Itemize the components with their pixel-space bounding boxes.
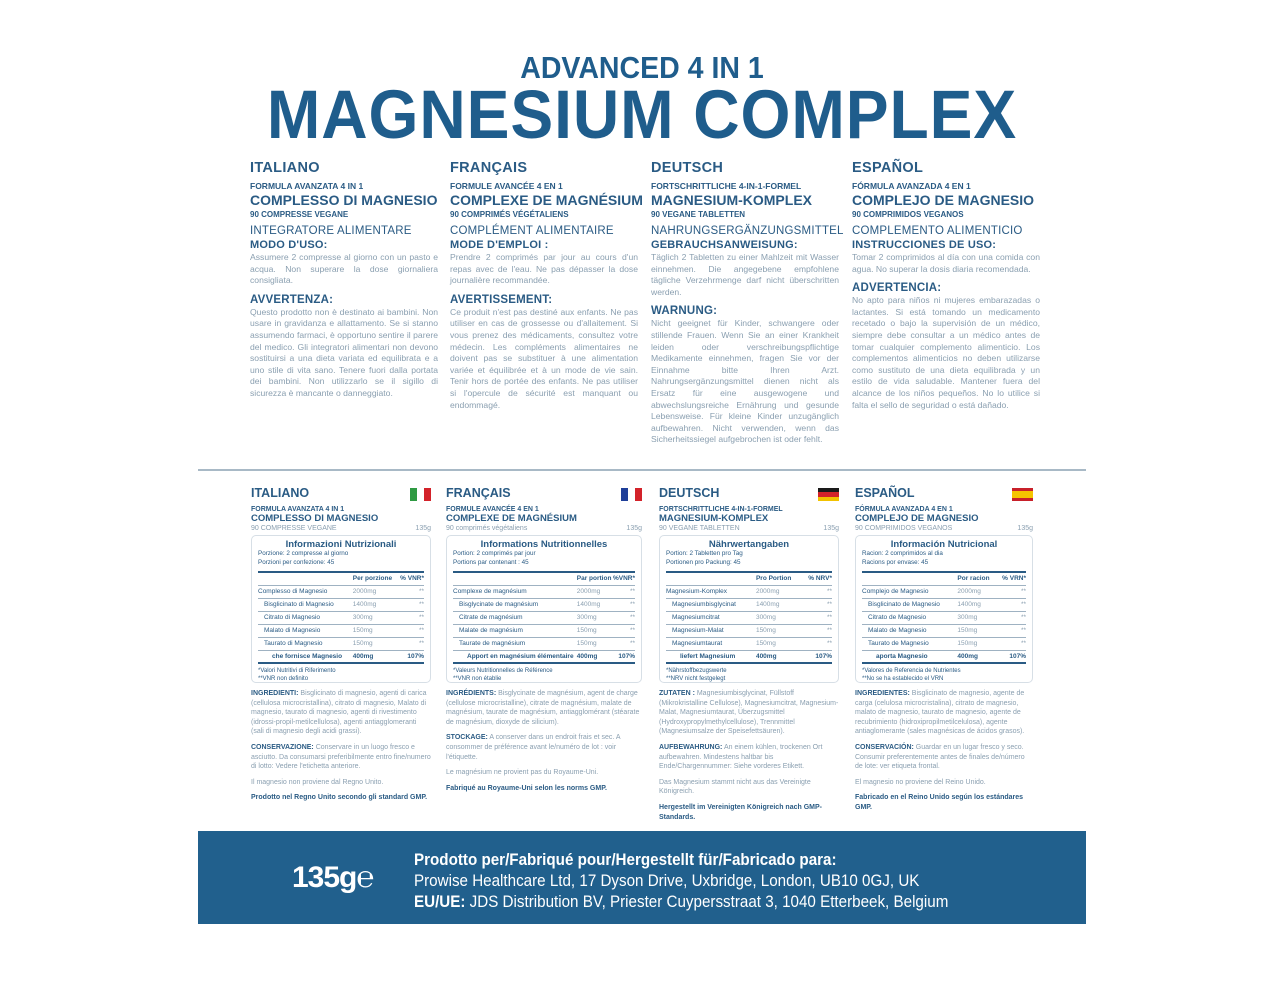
nutrient-percent: ** (801, 585, 832, 598)
product-name: MAGNESIUM-KOMPLEX (659, 513, 769, 524)
nutrient-name: Complesso di Magnesio (258, 585, 353, 598)
footnote-1: *Valori Nutritivi di Riferimento (258, 668, 336, 674)
storage-text: A conserver dans un endroit frais et sec. A consommer de préférence avant le/numéro de lot : voir l'étiquette. (446, 734, 621, 761)
servings-per-pack: Portions par contenant : 45 (453, 558, 529, 566)
footnote-2: **VNR non definito (258, 676, 309, 682)
table-header (862, 572, 1026, 585)
section-divider (198, 469, 1086, 471)
usage-title: MODO D'USO: (250, 239, 328, 251)
storage (251, 743, 431, 772)
nutrient-amount: 150mg (756, 637, 802, 650)
footnote-2: **NRV nicht festgelegt (666, 676, 726, 682)
supplement-label: INTEGRATORE ALIMENTARE (250, 225, 412, 237)
tablet-count: 90 COMPRIMIDOS VEGANOS (852, 210, 964, 219)
ingredients-label: INGREDIENTES: (855, 690, 910, 697)
product-name: COMPLEXE DE MAGNÉSIUM (450, 192, 643, 208)
storage (659, 743, 839, 772)
storage (446, 733, 642, 762)
language-heading: DEUTSCH (651, 160, 724, 176)
net-weight: 135g℮ (292, 861, 374, 894)
nutrition-row (862, 598, 1026, 611)
eu-address (414, 892, 948, 913)
nutrient-name: Magnesium-Malat (666, 624, 756, 637)
ingredients-label: ZUTATEN : (659, 690, 695, 697)
product-name: MAGNESIUM-KOMPLEX (651, 192, 812, 208)
nutrient-amount: 400mg (577, 650, 613, 663)
tablet-row (446, 525, 642, 532)
footnote-2: **No se ha establecido el VRN (862, 676, 944, 682)
warning-text: No apto para niños ni mujeres embarazadas o lactantes. Si está tomando un medicamento recetado o bajo la supervisión de un médico, siempre debe consultar a un médico antes de tomar cualquier complemento alimenticio. Los complementos alimenticios no deben utilizarse como sustituto de una dieta equilibrada y un estilo de vida saludable. Mantener fuera del alcance de los niños pequeños. No lo utilice si falta el sello de seguridad o está dañado. (852, 295, 1040, 410)
tablet-count: 90 VEGANE TABLETTEN (659, 525, 740, 532)
warning-text: Ce produit n'est pas destiné aux enfants. Ne pas utiliser en cas de grossesse ou d'allaitement. Si vous prenez des médicaments, consultez votre médecin. Les compléments alimentaires ne doivent pas se substituer à une alimentation variée et équilibrée et à un mode de vie sain. Tenir hors de portée des enfants. Ne pas utiliser si l'opercule de sécurité est manquant ou endommagé. (450, 306, 638, 410)
storage-label: CONSERVAZIONE: (251, 743, 314, 751)
nutrient-amount: 400mg (756, 650, 802, 663)
usage-text: Prendre 2 comprimés par jour au cours d'un repas avec de l'eau. Ne pas dépasser la dose journalière recommandée. (450, 252, 638, 286)
table-header (453, 572, 635, 585)
uk-address: Prowise Healthcare Ltd, 17 Dyson Drive, Uxbridge, London, UB10 0GJ, UK (414, 872, 920, 890)
nutrient-name: Bisglicinato de Magnesio (862, 598, 957, 611)
nutrition-table (453, 571, 635, 664)
formula-label: FORMULA AVANZATA 4 IN 1 (251, 506, 345, 513)
nutrient-amount: 300mg (353, 611, 397, 624)
language-heading: ITALIANO (251, 486, 310, 500)
nutrition-row (258, 650, 424, 663)
formula-label: FORTSCHRITTLICHE 4-IN-1-FORMEL (651, 181, 802, 191)
usage-title: INSTRUCCIONES DE USO: (852, 239, 997, 251)
warning-title: WARNUNG: (651, 305, 718, 318)
nutrient-percent: ** (397, 585, 424, 598)
weight: 135g (415, 525, 431, 532)
ingredients (446, 689, 642, 727)
warning-text: Questo prodotto non è destinato ai bambini. Non usare in gravidanza e allattamento. Se si stanno assumendo farmaci, è opportuno sentire il parere del medico. Gli integratori alimentari non devono sostituirsi a una dieta variata ed equilibrata e a uno stile di vita sano. Tenere fuori dalla portata dei bambini. Non utilizzarlo se il sigillo di sicurezza è mancante o danneggiato. (250, 306, 438, 398)
table-header (666, 572, 832, 585)
footnote-2: **VNR non établie (453, 676, 502, 682)
storage (855, 743, 1033, 772)
nutrient-name: Citrato di Magnesio (258, 611, 353, 624)
nutrient-amount: 2000mg (353, 585, 397, 598)
formula-label: FÓRMULA AVANZADA 4 EN 1 (855, 506, 953, 513)
tablet-count: 90 VEGANE TABLETTEN (651, 210, 746, 219)
nutrition-row (258, 598, 424, 611)
product-name: COMPLEJO DE MAGNESIO (855, 513, 979, 524)
weight: 135g (626, 525, 642, 532)
flag-icon (1012, 488, 1033, 501)
origin-note: Il magnesio non proviene dal Regno Unito. (251, 778, 384, 786)
nutrient-name: Citrate de magnésium (453, 611, 577, 624)
nutrition-row (666, 598, 832, 611)
nutrient-percent: ** (801, 611, 832, 624)
nutrient-amount: 1400mg (957, 598, 996, 611)
nutrient-name: Taurate de magnésium (453, 637, 577, 650)
ingredients-text: Bisglicinato de magnesio, agente de carga (celulosa microcristalina), citrato de magnesio, malato de magnesio, taurato de magnesio, agente de recubrimiento (hidroxipropilmetilcelulosa), agente antiaglomerante (sales magnésicas de ácidos grasos). (855, 690, 1025, 736)
usage-text: Tomar 2 comprimidos al día con una comida con agua. No superar la dosis diaria recomendada. (852, 252, 1040, 274)
tablet-count: 90 COMPRESSE VEGANE (251, 525, 337, 532)
nutrition-row (666, 637, 832, 650)
usage-text: Täglich 2 Tabletten zu einer Mahlzeit mit Wasser einnehmen. Die angegebene empfohlene tägliche Verzehrmenge darf nicht überschritten werden. (651, 252, 839, 297)
nutrient-amount: 300mg (957, 611, 996, 624)
nutrient-name: che fornisce Magnesio (258, 650, 353, 663)
col-per-serving: Pro Portion (756, 572, 802, 585)
nutrient-percent: ** (801, 598, 832, 611)
manufacture-note: Fabriqué au Royaume-Uni selon les norms GMP. (446, 784, 607, 792)
serving-size: Racion: 2 comprimidos al dia (862, 550, 943, 557)
nutrient-amount: 400mg (353, 650, 397, 663)
nutrient-percent: ** (612, 624, 635, 637)
col-percent: % VRN* (997, 572, 1026, 585)
nutrient-amount: 150mg (353, 624, 397, 637)
nutrient-percent: ** (801, 624, 832, 637)
usage-title: GEBRAUCHSANWEISUNG: (651, 239, 798, 251)
nutrition-row (453, 585, 635, 598)
nutrient-amount: 150mg (577, 624, 613, 637)
nutrient-amount: 150mg (577, 637, 613, 650)
storage-text: An einem kühlen, trockenen Ort aufbewahren. Mindestens haltbar bis Ende/Chargennummer: Siehe vorderes Etikett. (659, 743, 823, 771)
storage-label: STOCKAGE: (446, 734, 488, 742)
table-header (258, 572, 424, 585)
product-name: COMPLESSO DI MAGNESIO (251, 513, 379, 524)
nutrition-panel (446, 535, 642, 683)
nutrient-name: Magnesiumtaurat (666, 637, 756, 650)
nutrient-name: Taurato de Magnesio (862, 637, 957, 650)
nutrition-row (258, 637, 424, 650)
product-name: COMPLEJO DE MAGNESIO (852, 192, 1035, 208)
formula-label: FÓRMULA AVANZADA 4 EN 1 (852, 181, 971, 191)
bottom-column-français (446, 486, 642, 793)
nutrition-row (666, 585, 832, 598)
nutrient-amount: 1400mg (756, 598, 802, 611)
supplement-label: NAHRUNGSERGÄNZUNGSMITTEL (651, 225, 844, 237)
nutrition-row (453, 624, 635, 637)
nutrient-amount: 150mg (957, 637, 996, 650)
nutrient-percent: ** (397, 611, 424, 624)
product-name: COMPLESSO DI MAGNESIO (250, 192, 438, 208)
serving-size: Portion: 2 comprimés par jour (453, 550, 536, 557)
origin-note: Das Magnesium stammt nicht aus das Vereinigte Königreich. (659, 778, 811, 796)
flag-icon (818, 488, 839, 501)
nutrition-table (666, 571, 832, 664)
nutrient-amount: 150mg (756, 624, 802, 637)
nutrition-panel (251, 535, 431, 683)
col-percent: % NRV* (801, 572, 832, 585)
language-heading: ESPAÑOL (852, 160, 924, 176)
ingredients (251, 689, 431, 737)
ingredients-label: INGREDIENTI: (251, 690, 299, 697)
tablet-count: 90 COMPRIMIDOS VEGANOS (855, 525, 953, 532)
nutrient-name: Magnesiumbisglycinat (666, 598, 756, 611)
col-percent: % VNR* (397, 572, 424, 585)
tablet-count: 90 comprimés végétaliens (446, 525, 528, 532)
top-column-italian (250, 160, 438, 400)
nutrient-percent: ** (997, 598, 1026, 611)
weight: 135g (823, 525, 839, 532)
manufacture-note: Prodotto nel Regno Unito secondo gli standard GMP. (251, 794, 428, 802)
nutrition-row (862, 637, 1026, 650)
product-name: COMPLEXE DE MAGNÉSIUM (446, 513, 577, 524)
top-column-german (651, 160, 844, 446)
nutrition-title: Nährwertangaben (708, 539, 790, 550)
usage-title: MODE D'EMPLOI : (450, 239, 549, 251)
nutrition-row (258, 611, 424, 624)
language-heading: ESPAÑOL (855, 486, 915, 500)
nutrient-percent: ** (997, 637, 1026, 650)
warning-title: ADVERTENCIA: (852, 282, 942, 295)
supplement-label: COMPLÉMENT ALIMENTAIRE (450, 225, 614, 237)
tablet-row (251, 525, 431, 532)
nutrition-row (453, 611, 635, 624)
serving-size: Porzione: 2 compresse al giorno (258, 550, 349, 557)
nutrient-amount: 1400mg (353, 598, 397, 611)
subtitle: ADVANCED 4 IN 1 (520, 50, 764, 85)
nutrition-row (862, 624, 1026, 637)
nutrient-name: Malato di Magnesio (258, 624, 353, 637)
nutrient-percent: ** (612, 585, 635, 598)
origin-note: Le magnésium ne provient pas du Royaume-Uni. (446, 769, 599, 777)
nutrition-row (666, 624, 832, 637)
nutrition-row (862, 650, 1026, 663)
language-heading: FRANÇAIS (446, 486, 511, 500)
language-heading: DEUTSCH (659, 486, 720, 500)
bottom-column-italiano (251, 486, 431, 803)
manufacture-note: Hergestellt im Vereinigten Königreich nach GMP-Standards. (659, 803, 822, 821)
flag-icon (410, 488, 431, 501)
ingredients-text: Bisglycinate de magnésium, agent de charge (cellulose microcristalline), citrate de magnésium, malate de magnésium, taurate de magnésium, antiagglomérant (stéarate de magnésium, dioxyde de silicium). (446, 690, 640, 726)
servings-per-pack: Portionen pro Packung: 45 (666, 558, 741, 566)
nutrient-name: Complexe de magnésium (453, 585, 577, 598)
directions-section (250, 160, 1050, 465)
flag-icon (621, 488, 642, 501)
footnote-1: *Valores de Referencia de Nutrientes (862, 668, 961, 674)
nutrition-title: Informazioni Nutrizionali (285, 539, 397, 550)
nutrient-name: Magnesiumcitrat (666, 611, 756, 624)
nutrient-amount: 1400mg (577, 598, 613, 611)
warning-text: Nicht geeignet für Kinder, schwangere oder stillende Frauen. Wenn Sie an einer Krankheit leiden oder verschreibungspflichtige Medikamente einnehmen, fragen Sie vor der Einnahme bitte Ihren Arzt. Nahrungsergänzungsmittel dienen nicht als Ersatz für eine ausgewogene und abwechslungsreiche Ernährung und gesunde Lebensweise. Für kleine Kinder unzugänglich aufbewahren. Nicht verwenden, wenn das Sicherheitssiegel aufgebrochen ist oder fehlt. (651, 318, 839, 445)
nutrient-name: Malato de Magnesio (862, 624, 957, 637)
nutrition-table (258, 571, 424, 664)
nutrient-percent: ** (397, 637, 424, 650)
warning-title: AVVERTENZA: (250, 293, 334, 306)
col-per-serving: Por racion (957, 572, 996, 585)
nutrient-percent: ** (997, 611, 1026, 624)
tablet-row (855, 525, 1033, 532)
tablet-count: 90 COMPRIMÉS VÉGÉTALIENS (450, 210, 569, 219)
tablet-row (659, 525, 839, 532)
eu-label: EU/UE: (414, 893, 466, 911)
nutrient-name: Malate de magnésium (453, 624, 577, 637)
nutrient-amount: 300mg (577, 611, 613, 624)
footnote-1: *Nährstoffbezugswerte (666, 668, 727, 674)
nutrient-amount: 2000mg (577, 585, 613, 598)
nutrient-percent: 107% (997, 650, 1026, 663)
nutrient-name: Magnesium-Komplex (666, 585, 756, 598)
nutrient-percent: ** (612, 611, 635, 624)
tablet-count: 90 COMPRESSE VEGANE (250, 210, 349, 219)
nutrition-panel (855, 535, 1033, 683)
formula-label: FORMULA AVANZATA 4 IN 1 (250, 181, 364, 191)
storage-label: AUFBEWAHRUNG: (659, 743, 723, 751)
nutrient-percent: ** (612, 637, 635, 650)
servings-per-pack: Racions por envase: 45 (862, 558, 929, 566)
weight: 135g (1017, 525, 1033, 532)
nutrition-row (453, 650, 635, 663)
nutrition-row (258, 585, 424, 598)
nutrition-title: Informations Nutritionnelles (480, 539, 608, 550)
nutrient-percent: 107% (397, 650, 424, 663)
nutrition-row (666, 650, 832, 663)
nutrient-percent: ** (397, 598, 424, 611)
nutrient-name: aporta Magnesio (862, 650, 957, 663)
nutrient-name: Taurato di Magnesio (258, 637, 353, 650)
col-per-serving: Per porzione (353, 572, 397, 585)
top-column-spanish (852, 160, 1040, 411)
col-percent: %VNR* (612, 572, 635, 585)
ingredients (659, 689, 839, 737)
bottom-column-deutsch (659, 486, 839, 822)
nutrient-amount: 300mg (756, 611, 802, 624)
nutrition-row (862, 611, 1026, 624)
nutrient-name: liefert Magnesium (666, 650, 756, 663)
nutrient-percent: 107% (801, 650, 832, 663)
bottom-column-español (855, 486, 1033, 813)
nutrient-name: Bisglicinato di Magnesio (258, 598, 353, 611)
nutrient-percent: 107% (612, 650, 635, 663)
formula-label: FORTSCHRITTLICHE 4-IN-1-FORMEL (659, 506, 783, 513)
language-heading: ITALIANO (250, 160, 320, 176)
nutrient-name: Apport en magnésium élémentaire (453, 650, 577, 663)
nutrition-title: Información Nutricional (890, 539, 998, 550)
formula-label: FORMULE AVANCÉE 4 EN 1 (450, 181, 563, 191)
usage-text: Assumere 2 compresse al giorno con un pasto e acqua. Non superare la dose giornaliera consigliata. (250, 252, 438, 286)
nutrient-amount: 150mg (353, 637, 397, 650)
language-heading: FRANÇAIS (450, 160, 528, 176)
origin-note: El magnesio no proviene del Reino Unido. (855, 778, 986, 786)
ingredients (855, 689, 1033, 737)
nutrient-amount: 2000mg (957, 585, 996, 598)
nutrient-name: Bisglycinate de magnésium (453, 598, 577, 611)
formula-label: FORMULE AVANCÉE 4 EN 1 (446, 506, 539, 513)
nutrition-panel (659, 535, 839, 683)
nutrient-percent: ** (397, 624, 424, 637)
serving-size: Portion: 2 Tabletten pro Tag (666, 550, 743, 557)
nutrient-amount: 2000mg (756, 585, 802, 598)
ingredients-text: Bisglicinato di magnesio, agenti di carica (cellulosa microcristallina), citrato di magnesio, Malato di magnesio, taurato di magnesio, agenti di rivestimento (idrossi-propil-metilcellulosa), agenti antiagglomeranti (sali di magnesio degli acidi grassi). (251, 690, 427, 736)
nutrient-percent: ** (997, 585, 1026, 598)
nutrient-amount: 150mg (957, 624, 996, 637)
nutrient-name: Citrato de Magnesio (862, 611, 957, 624)
storage-text: Guardar en un lugar fresco y seco. Consumir preferentemente antes de finales de/número de lote: ver etiqueta frontal. (855, 743, 1025, 771)
storage-label: CONSERVACIÓN: (855, 743, 914, 751)
supplement-label: COMPLEMENTO ALIMENTICIO (852, 225, 1023, 237)
warning-title: AVERTISSEMENT: (450, 293, 553, 306)
ingredients-label: INGRÉDIENTS: (446, 690, 497, 697)
nutrition-row (453, 637, 635, 650)
footnote-1: *Valeurs Nutritionnelles de Référence (453, 668, 553, 674)
nutrition-row (258, 624, 424, 637)
nutrient-percent: ** (997, 624, 1026, 637)
servings-per-pack: Porzioni per confezione: 45 (258, 558, 335, 566)
footer-banner (198, 831, 1086, 924)
eu-address-text: JDS Distribution BV, Priester Cuypersstraat 3, 1040 Etterbeek, Belgium (465, 893, 949, 911)
storage-text: Conservare in un luogo fresco e asciutto. Da consumarsi preferibilmente entro fine/numero di lotto: Vedere l'etichetta anteriore. (251, 743, 431, 771)
manufacture-note: Fabricado en el Reino Unido según los estándares GMP. (855, 794, 1024, 811)
nutrient-name: Complejo de Magnesio (862, 585, 957, 598)
nutrition-row (862, 585, 1026, 598)
nutrient-amount: 400mg (957, 650, 996, 663)
col-per-serving: Par portion (577, 572, 613, 585)
manufacturer-info (414, 850, 948, 913)
manufactured-for-label: Prodotto per/Fabriqué pour/Hergestellt für/Fabricado para: (414, 851, 837, 869)
top-column-french (450, 160, 643, 411)
ingredients-text: Magnesiumbisglycinat, Füllstoff (Mikrokristalline Cellulose), Magnesiumcitrat, Magnesium-Malat, Magnesiumtaurat, Überzugsmittel (Hydroxypropylmethylcellulose), Trennmittel (Magnesiumsalze der Speisefettsäuren). (659, 690, 839, 736)
nutrient-percent: ** (612, 598, 635, 611)
nutrient-percent: ** (801, 637, 832, 650)
nutrition-table (862, 571, 1026, 664)
nutrition-row (453, 598, 635, 611)
main-title: MAGNESIUM COMPLEX (266, 76, 1018, 153)
nutrition-row (666, 611, 832, 624)
